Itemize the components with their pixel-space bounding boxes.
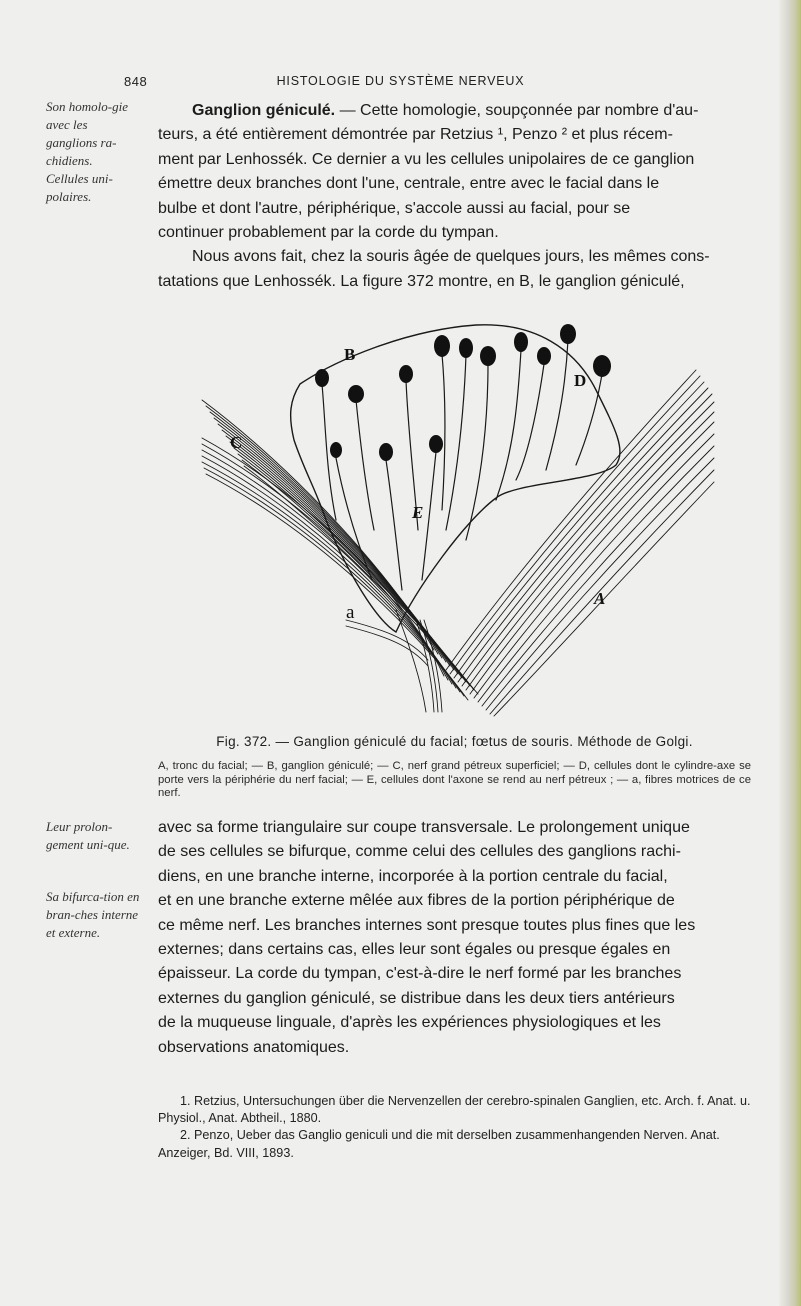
text-line: ment par Lenhossék. Ce dernier a vu les cellules unipolaires de ce ganglion: [158, 150, 695, 168]
text-line: épaisseur. La corde du tympan, c'est-à-dire le nerf formé par les branches: [158, 965, 682, 983]
footnote: 2. Penzo, Ueber das Ganglio geniculi und die mit derselben zusammenhangenden Nerven. Anat. Anzeiger, Bd. VIII, 1893.: [158, 1128, 720, 1160]
margin-note: Son homolo-gie avec les ganglions ra-chidiens.: [46, 99, 128, 168]
paragraph-ganglion-genicule: Ganglion géniculé. — Cette homologie, soupçonnée par nombre d'au- teurs, a été entièrement démontrée par Retzius ¹, Penzo ² et plus récem- ment par Lenhossék. Ce dernier a vu les cellules unipolaires de ce ganglion émettre deux branches dont l'une, centrale, entre avec le facial dans le bulbe et dont l'autre, périphérique, s'accole aussi au facial, pour se continuer probablement par la corde du tympan. Nous avons fait, chez la souris âgée de quelques jours, les mêmes cons- tatations que Lenhossék. La figure 372 montre, en B, le ganglion géniculé,: [158, 99, 751, 294]
text-line: externes; dans certains cas, elles leur sont égales ou presque égales en: [158, 941, 671, 959]
section-heading: Ganglion géniculé.: [192, 102, 336, 119]
text-line: émettre deux branches dont l'une, centrale, entre avec le facial dans le: [158, 175, 660, 193]
page-number: 848: [124, 74, 148, 89]
footnote: 1. Retzius, Untersuchungen über die Nervenzellen der cerebro-spinalen Ganglien, etc. Arch. f. Anat. u. Physiol., Anat. Abtheil., 1880.: [158, 1094, 751, 1126]
figure-label-b: B: [344, 345, 356, 364]
page-edge: [779, 0, 801, 1306]
text-line: et en une branche externe mêlée aux fibres de la portion périphérique de: [158, 892, 675, 910]
figure-label-d: D: [574, 371, 587, 390]
figure-caption-title: Fig. 372. — Ganglion géniculé du facial; fœtus de souris. Méthode de Golgi.: [216, 734, 693, 749]
text-line: externes du ganglion géniculé, se distribue dans les deux tiers antérieurs: [158, 989, 675, 1007]
ganglion-cells: [315, 324, 611, 461]
footnotes: [158, 1093, 751, 1162]
figure-label-e: E: [412, 503, 424, 522]
figure-label-c: C: [230, 433, 243, 452]
text-line: diens, en une branche interne, incorporée à la portion centrale du facial,: [158, 867, 668, 885]
margin-note: Cellules uni-polaires.: [46, 171, 113, 204]
text-line: ce même nerf. Les branches internes sont presque toutes plus fines que les: [158, 916, 696, 934]
ganglion-figure: [196, 320, 716, 720]
margin-note: Leur prolon-gement uni-que.: [46, 819, 130, 852]
figure-label-a-lower: a: [346, 602, 355, 623]
figure-legend: A, tronc du facial; — B, ganglion géniculé; — C, nerf grand pétreux superficiel; — D, cellules dont le cylindre-axe se porte vers la périphérie du nerf facial; — E, cellules dont l'axone se rend au nerf pétreux ; — a, fibres motrices de ce nerf.: [158, 760, 751, 799]
running-title: HISTOLOGIE DU SYSTÈME NERVEUX: [276, 74, 525, 88]
text-line: de ses cellules se bifurque, comme celui des cellules des ganglions rachi-: [158, 843, 681, 861]
motor-fibers: [346, 610, 442, 712]
margin-note: Sa bifurca-tion en bran-ches interne et externe.: [46, 889, 140, 940]
text-line: avec sa forme triangulaire sur coupe transversale. Le prolongement unique: [158, 819, 690, 836]
text-line: observations anatomiques.: [158, 1038, 350, 1056]
text-line: teurs, a été entièrement démontrée par Retzius ¹, Penzo ² et plus récem-: [158, 126, 673, 144]
text-line: continuer probablement par la corde du tympan.: [158, 224, 499, 242]
text-line: de la muqueuse linguale, d'après les expériences physiologiques et les: [158, 1014, 661, 1032]
text-line: tatations que Lenhossék. La figure 372 montre, en B, le ganglion géniculé,: [158, 272, 685, 290]
figure-label-a-upper: A: [594, 589, 606, 608]
paragraph-prolongement: [158, 816, 751, 1060]
text-line: bulbe et dont l'autre, périphérique, s'accole aussi au facial, pour se: [158, 199, 631, 217]
running-header: [0, 74, 801, 94]
text-line: Nous avons fait, chez la souris âgée de quelques jours, les mêmes cons-: [192, 248, 710, 266]
